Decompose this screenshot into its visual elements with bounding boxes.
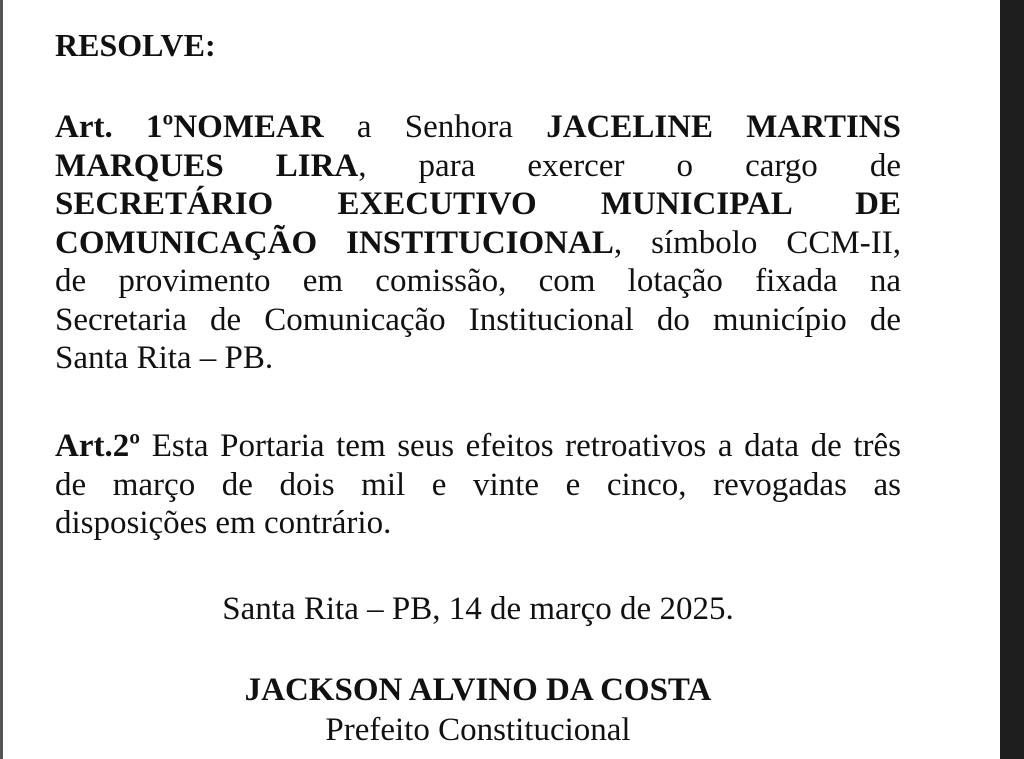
text-run: , símbolo CCM-II, [613, 224, 901, 261]
art1-line [55, 339, 901, 378]
date-line: Santa Rita – PB, 14 de março de 2025. [222, 591, 734, 627]
art1-line [55, 147, 901, 186]
text-run: Art.2º [55, 428, 141, 464]
text-run: Esta Portaria tem seus efeitos retroativos a data de três [140, 428, 901, 464]
art1-line [55, 301, 901, 340]
art1-line [55, 185, 901, 224]
text-run: , para exercer o cargo de [358, 147, 901, 184]
page-edge [1000, 0, 1024, 759]
text-run: de provimento em comissão, com lotação fixada na [55, 263, 901, 299]
resolve-heading: RESOLVE: [55, 27, 216, 63]
text-run: SECRETÁRIO EXECUTIVO MUNICIPAL DE [55, 186, 901, 222]
text-run: Santa Rita – PB. [55, 340, 274, 376]
text-run: disposições em contrário. [55, 505, 392, 541]
text-run: Secretaria de Comunicação Institucional do município de [55, 301, 901, 338]
text-run: de março de dois mil e vinte e cinco, revogadas as [55, 466, 901, 503]
text-run: COMUNICAÇÃO INSTITUCIONAL [55, 224, 614, 261]
art1-line [55, 108, 901, 147]
article-2 [55, 427, 901, 543]
signatory-name: JACKSON ALVINO DA COSTA [244, 672, 712, 708]
text-run: Art. 1ºNOMEAR [55, 109, 324, 145]
text-run: a Senhora [323, 109, 547, 145]
art1-line [55, 262, 901, 301]
text-run: MARQUES LIRA [55, 147, 359, 184]
art1-line [55, 224, 901, 263]
signatory-title: Prefeito Constitucional [325, 712, 631, 748]
art2-line [55, 504, 901, 543]
art2-line [55, 427, 901, 466]
text-run: JACELINE MARTINS [546, 109, 901, 145]
art2-line [55, 466, 901, 505]
article-1 [55, 108, 901, 378]
